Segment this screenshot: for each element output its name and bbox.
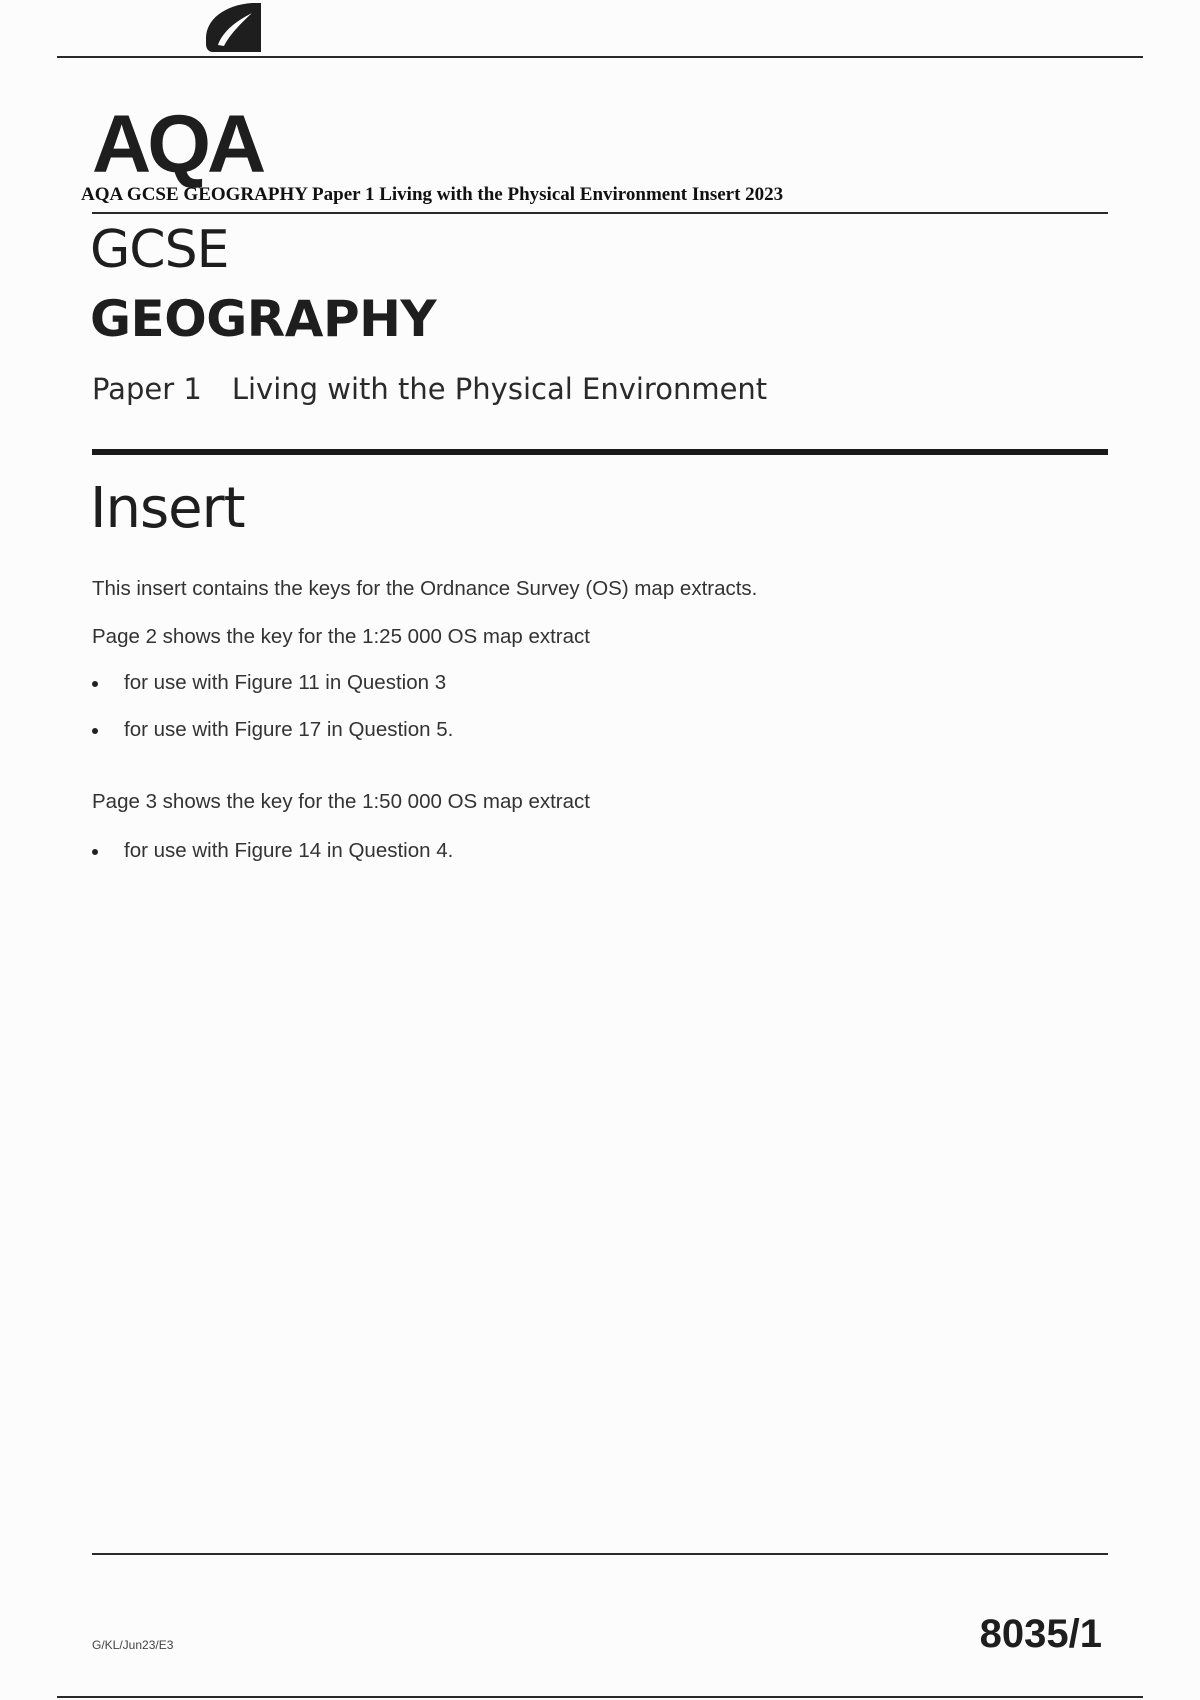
list-item-text: for use with Figure 11 in Question 3 [124,671,447,694]
bullet-icon [92,728,98,734]
qualification-title: GCSE [90,220,229,280]
bottom-border-rule [57,1696,1143,1698]
page3-heading: Page 3 shows the key for the 1:50 000 OS map extract [92,790,590,813]
header-rule [92,212,1108,214]
bullet-icon [92,681,98,687]
aqa-leaf-icon [204,0,264,60]
document-type-title: Insert [90,476,245,541]
paper-title-line [92,372,767,406]
document-header-title: AQA GCSE GEOGRAPHY Paper 1 Living with the Physical Environment Insert 2023 [81,184,784,205]
subject-title: GEOGRAPHY [90,290,437,348]
bullet-icon [92,849,98,855]
footer-rule [92,1553,1108,1555]
paper-number: Paper 1 [92,372,202,406]
list-item-text: for use with Figure 17 in Question 5. [124,718,454,741]
paper-code: 8035/1 [979,1612,1102,1656]
footer-reference: G/KL/Jun23/E3 [92,1638,174,1652]
intro-text: This insert contains the keys for the Ordnance Survey (OS) map extracts. [92,577,758,600]
section-divider [92,449,1108,455]
page2-heading: Page 2 shows the key for the 1:25 000 OS map extract [92,625,590,648]
list-item-text: for use with Figure 14 in Question 4. [124,839,454,862]
aqa-logo [92,90,263,190]
paper-title: Living with the Physical Environment [231,372,768,406]
logo-text: AQA [92,99,263,190]
